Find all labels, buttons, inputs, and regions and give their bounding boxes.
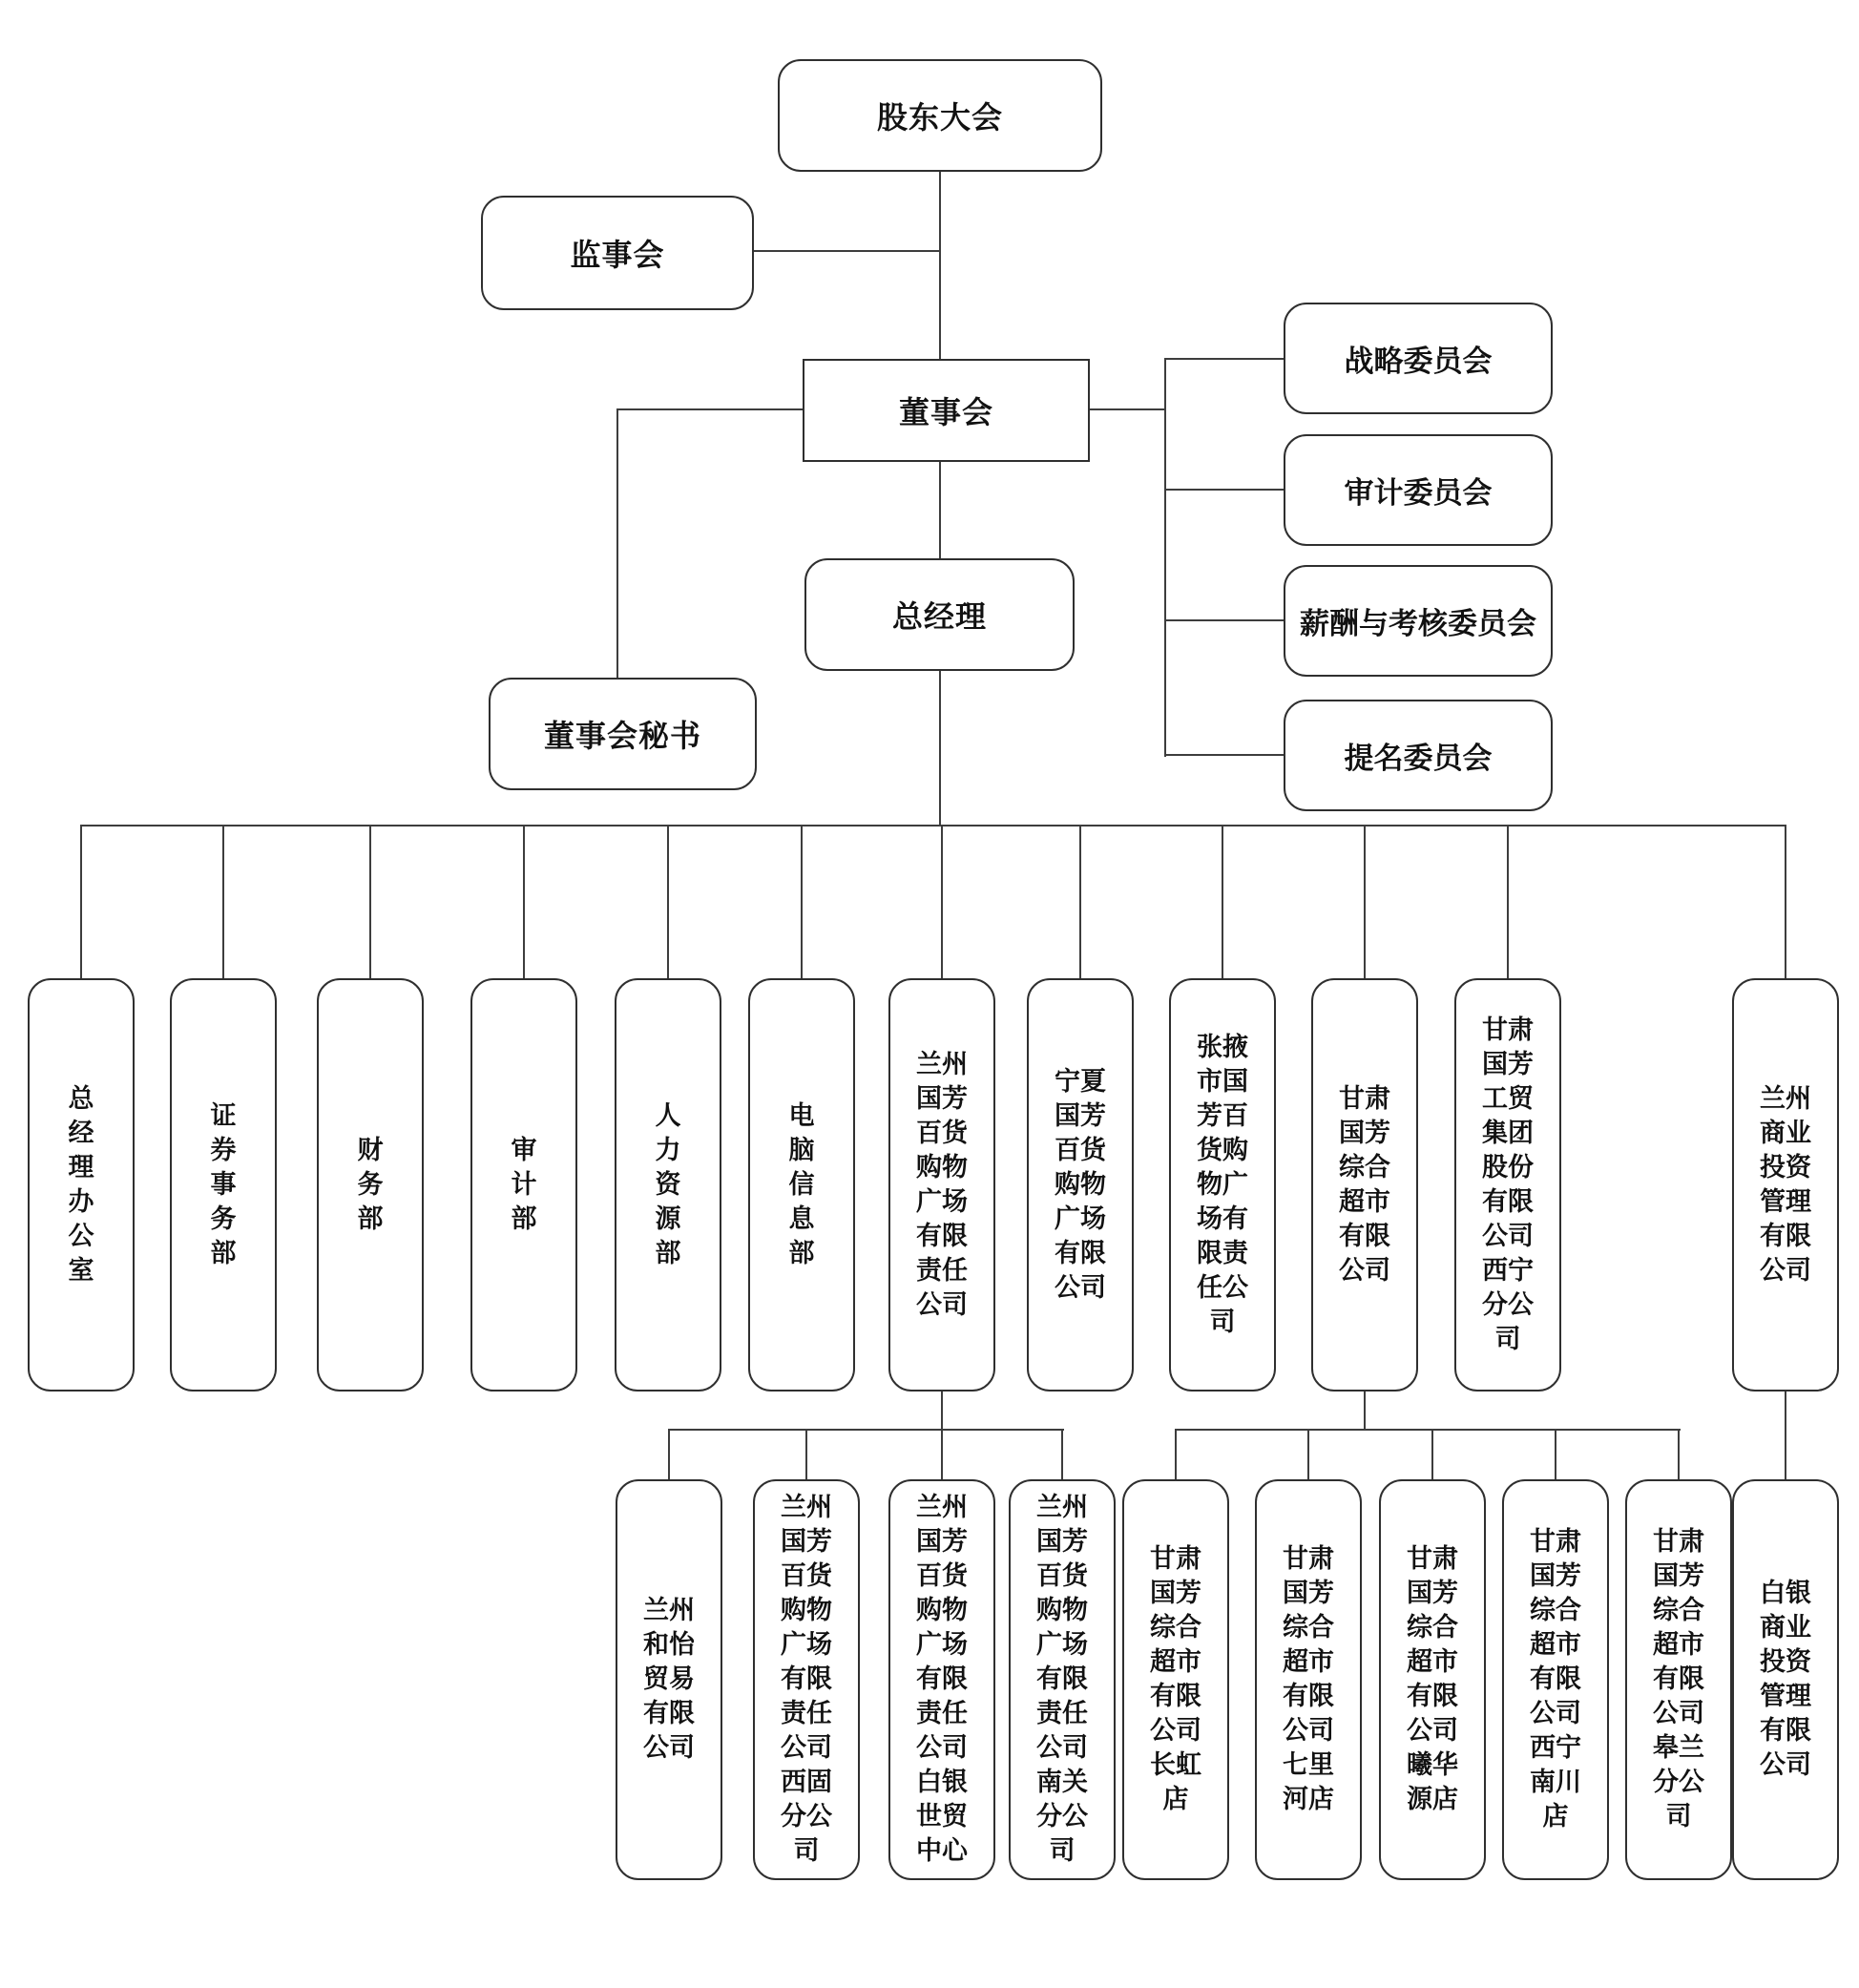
subsidiary-gansu-guofang-supermarket: 甘肃国芳综合超市有限公司 [1311, 978, 1418, 1392]
dept-general-manager-office: 总经理办公室 [28, 978, 135, 1392]
nomination-committee-box [1284, 700, 1553, 811]
connector-investment-down [1785, 1392, 1786, 1479]
audit-committee-box [1284, 434, 1553, 546]
connector-board-to-gm [939, 462, 941, 559]
connector-drop-8 [1079, 825, 1081, 978]
connector-drop-a1 [668, 1429, 670, 1479]
connector-drop-a2 [805, 1429, 807, 1479]
connector-drop-b5 [1678, 1429, 1680, 1479]
general-manager-label: 总经理 [891, 598, 987, 635]
store-xihuayuan: 甘肃国芳综合超市有限公司曦华源店 [1379, 1479, 1486, 1880]
shareholders-meeting-box [778, 59, 1102, 172]
connector-drop-5 [667, 825, 669, 978]
connector-board-to-secretary-h [617, 408, 803, 410]
branch-baiyin-world-trade-center: 兰州国芳百货购物广场有限责任公司白银世贸中心 [888, 1479, 995, 1880]
connector-drop-2 [222, 825, 224, 978]
dept-securities-affairs: 证券事务部 [170, 978, 277, 1392]
connector-board-to-secretary-v [616, 408, 618, 678]
connector-stub-strategy [1166, 358, 1284, 360]
branch-nanguan: 兰州国芳百货购物广场有限责任公司南关分公司 [1009, 1479, 1116, 1880]
connector-dept-store-down [941, 1392, 943, 1431]
connector-board-to-committee-trunk [1090, 408, 1166, 410]
board-secretary-box [489, 678, 757, 790]
store-xining-nanchuan: 甘肃国芳综合超市有限公司西宁南川店 [1502, 1479, 1609, 1880]
connector-stub-compensation [1166, 619, 1284, 621]
branch-lanzhou-heyi-trading: 兰州和怡贸易有限公司 [616, 1479, 722, 1880]
connector-committee-trunk [1164, 358, 1166, 757]
branch-xigu: 兰州国芳百货购物广场有限责任公司西固分公司 [753, 1479, 860, 1880]
connector-drop-12 [1785, 825, 1786, 978]
connector-drop-b4 [1555, 1429, 1556, 1479]
connector-gm-to-distributor [939, 671, 941, 827]
board-of-directors-label: 董事会 [898, 394, 993, 430]
subsidiary-zhangye-guofang-dept-store: 张掖市国芳百货购物广场有限责任公司 [1169, 978, 1276, 1392]
connector-supermarket-down [1364, 1392, 1366, 1431]
connector-supervisory-link [754, 250, 941, 252]
connector-drop-4 [523, 825, 525, 978]
connector-shareholders-to-board [939, 172, 941, 360]
connector-drop-b2 [1307, 1429, 1309, 1479]
subsidiary-ningxia-guofang-dept-store: 宁夏国芳百货购物广场有限公司 [1027, 978, 1134, 1392]
board-secretary-label: 董事会秘书 [543, 718, 701, 754]
connector-stub-audit [1166, 489, 1284, 491]
connector-stub-nomination [1166, 754, 1284, 756]
connector-drop-3 [369, 825, 371, 978]
connector-group-a [669, 1429, 1064, 1431]
branch-gaolan: 甘肃国芳综合超市有限公司皋兰分公司 [1625, 1479, 1732, 1880]
connector-drop-11 [1507, 825, 1509, 978]
subsidiary-baiyin-commercial-investment: 白银商业投资管理有限公司 [1732, 1479, 1839, 1880]
nomination-committee-label: 提名委员会 [1344, 742, 1493, 776]
dept-audit: 审计部 [470, 978, 577, 1392]
connector-drop-9 [1222, 825, 1223, 978]
strategy-committee-box [1284, 303, 1553, 414]
supervisory-board-label: 监事会 [570, 237, 665, 273]
connector-drop-10 [1364, 825, 1366, 978]
dept-finance: 财务部 [317, 978, 424, 1392]
dept-human-resources: 人力资源部 [615, 978, 721, 1392]
connector-drop-6 [801, 825, 803, 978]
connector-drop-b1 [1175, 1429, 1177, 1479]
connector-drop-b3 [1431, 1429, 1433, 1479]
general-manager-box [804, 558, 1075, 671]
dept-computer-information: 电脑信息部 [748, 978, 855, 1392]
connector-distributor [81, 825, 1786, 827]
board-of-directors-box [803, 359, 1090, 462]
connector-drop-7 [941, 825, 943, 978]
shareholders-meeting-label: 股东大会 [876, 99, 1003, 136]
subsidiary-lanzhou-guofang-dept-store: 兰州国芳百货购物广场有限责任公司 [888, 978, 995, 1392]
compensation-assessment-committee-label: 薪酬与考核委员会 [1300, 607, 1536, 641]
connector-group-b [1176, 1429, 1681, 1431]
connector-drop-a3 [941, 1429, 943, 1479]
subsidiary-lanzhou-commercial-investment: 兰州商业投资管理有限公司 [1732, 978, 1839, 1392]
store-qilihe: 甘肃国芳综合超市有限公司七里河店 [1255, 1479, 1362, 1880]
compensation-assessment-committee-box [1284, 565, 1553, 677]
supervisory-board-box [481, 196, 754, 310]
connector-drop-a4 [1061, 1429, 1063, 1479]
subsidiary-gansu-guofang-group-xining-branch: 甘肃国芳工贸集团股份有限公司西宁分公司 [1454, 978, 1561, 1392]
strategy-committee-label: 战略委员会 [1344, 345, 1493, 379]
store-changhong: 甘肃国芳综合超市有限公司长虹店 [1122, 1479, 1229, 1880]
audit-committee-label: 审计委员会 [1344, 476, 1493, 511]
connector-drop-1 [80, 825, 82, 978]
